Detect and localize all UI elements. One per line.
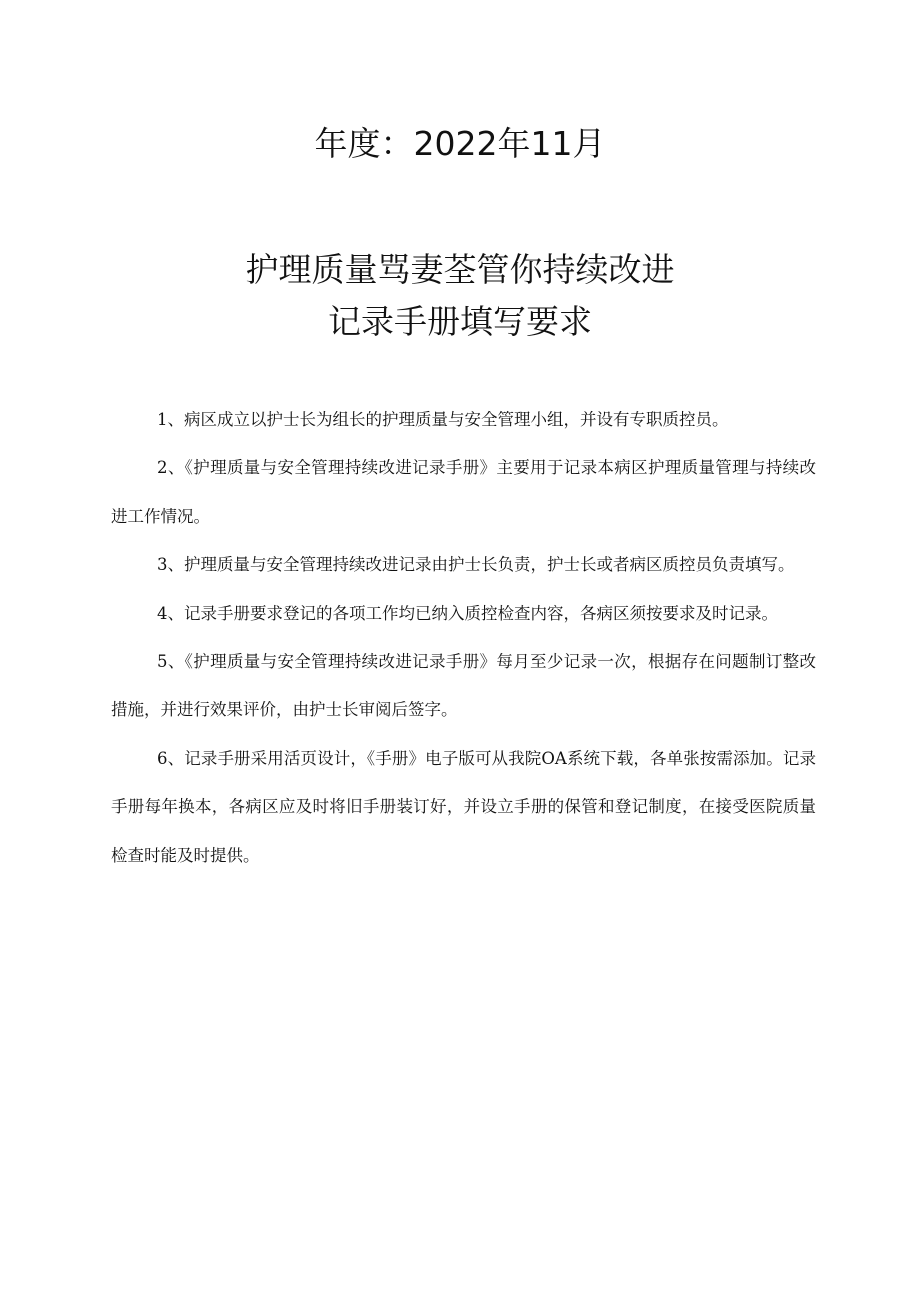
- title-line-2: 记录手册填写要求: [328, 302, 592, 341]
- requirement-item-6: 6、记录手册采用活页设计，《手册》电子版可从我院OA系统下载，各单张按需添加。记录手册每年换本，各病区应及时将旧手册装订好，并设立手册的保管和登记制度，在接受医院质量检查时能及时提供。: [111, 748, 816, 865]
- requirements-list: [111, 396, 816, 880]
- requirement-item-3: 3、护理质量与安全管理持续改进记录由护士长负责，护士长或者病区质控员负责填写。: [157, 555, 795, 575]
- requirement-item-5: 5、《护理质量与安全管理持续改进记录手册》每月至少记录一次，根据存在问题制订整改措施，并进行效果评价，由护士长审阅后签字。: [111, 652, 816, 720]
- title-line-1: 护理质量骂妻荃管你持续改进: [245, 250, 675, 289]
- document-title: [0, 246, 920, 350]
- year-heading: 年度：2022年11月: [314, 124, 606, 163]
- requirement-item-2: 2、《护理质量与安全管理持续改进记录手册》主要用于记录本病区护理质量管理与持续改进工作情况。: [111, 458, 816, 526]
- requirement-item-1: 1、病区成立以护士长为组长的护理质量与安全管理小组，并设有专职质控员。: [157, 410, 729, 429]
- requirement-item-4: 4、记录手册要求登记的各项工作均已纳入质控检查内容，各病区须按要求及时记录。: [157, 603, 778, 623]
